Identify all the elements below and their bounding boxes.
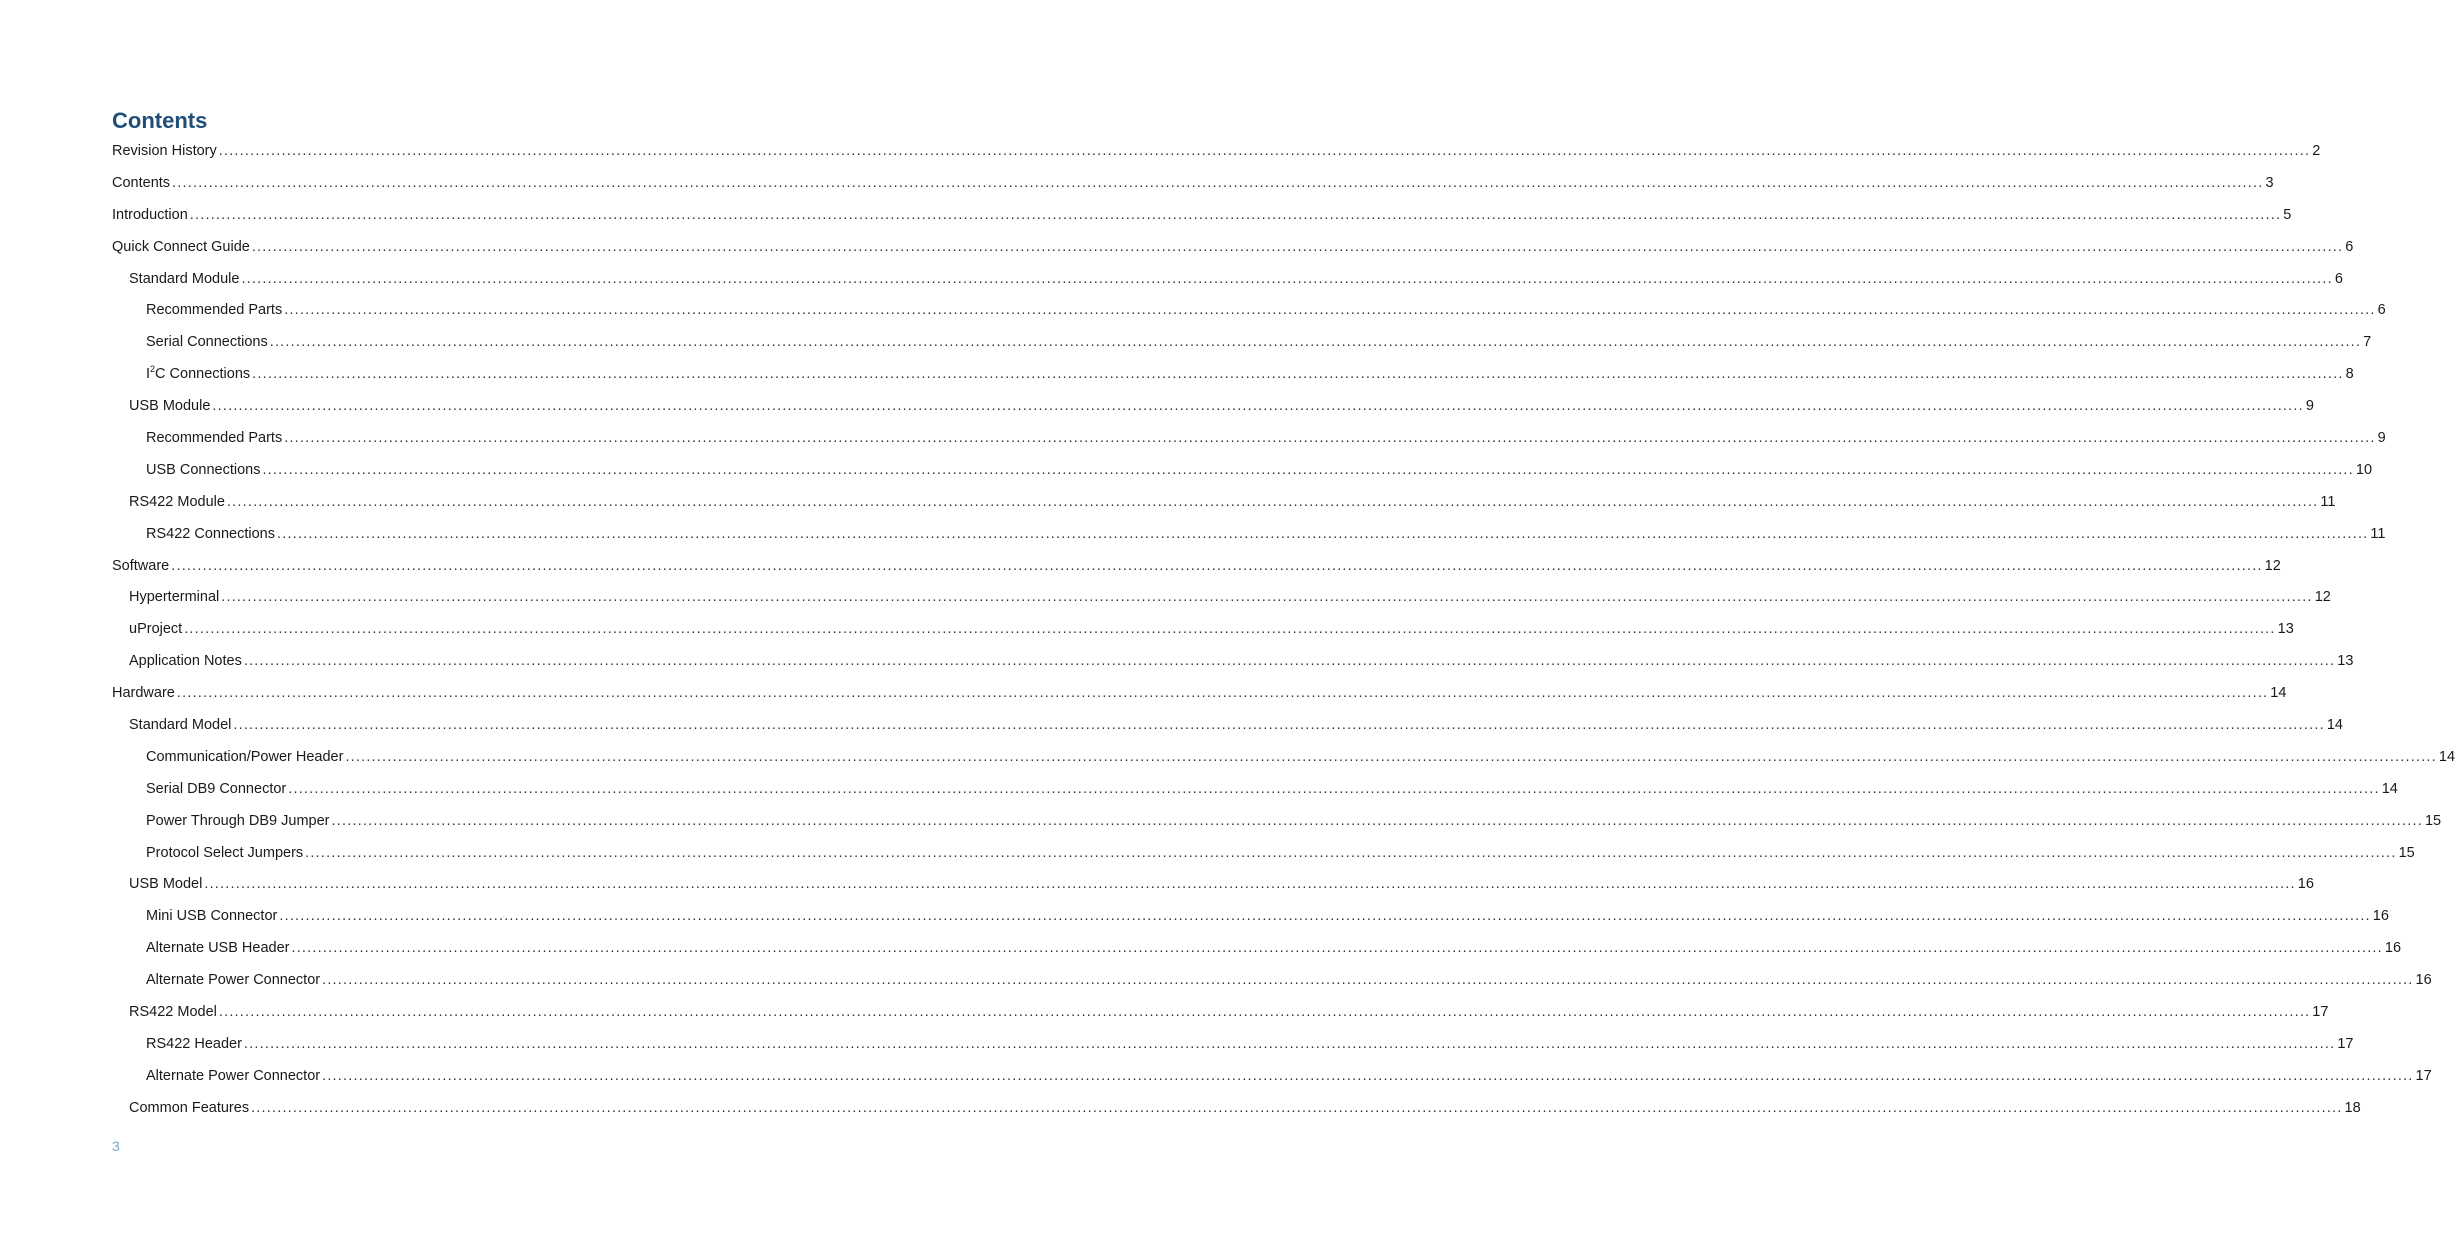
toc-entry[interactable] <box>112 269 2343 301</box>
toc-entry[interactable] <box>112 492 2336 524</box>
toc-entry-title: RS422 Header <box>146 1035 242 1052</box>
toc-entry[interactable] <box>112 683 2287 715</box>
toc-entry-title: Recommended Parts <box>146 430 283 447</box>
toc-entry-page: 13 <box>2337 653 2354 670</box>
toc-leader-dots: ................................................................................................................................................................................................................................................................................................................................................................................................................ <box>218 1004 2311 1021</box>
toc-entry-page: 10 <box>2355 461 2373 478</box>
toc-entry-page: 8 <box>2345 366 2354 383</box>
toc-leader-dots: ................................................................................................................................................................................................................................................................................................................................................................................................................ <box>262 461 2354 478</box>
toc-entry[interactable] <box>112 747 2455 779</box>
toc-leader-dots: ................................................................................................................................................................................................................................................................................................................................................................................................................ <box>172 174 2264 191</box>
toc-entry-page: 6 <box>2345 238 2354 255</box>
toc-entry-page: 16 <box>2372 908 2389 925</box>
toc-leader-dots: ................................................................................................................................................................................................................................................................................................................................................................................................................ <box>279 908 2371 925</box>
toc-entry-title: Power Through DB9 Jumper <box>146 812 330 829</box>
toc-entry-page: 17 <box>2312 1004 2329 1021</box>
toc-entry-title: USB Model <box>129 876 203 893</box>
toc-entry[interactable] <box>112 587 2331 619</box>
toc-entry[interactable] <box>112 843 2415 875</box>
toc-entry[interactable] <box>112 300 2386 332</box>
toc-leader-dots: ................................................................................................................................................................................................................................................................................................................................................................................................................ <box>252 366 2344 383</box>
toc-entry-title: USB Module <box>129 398 211 415</box>
toc-leader-dots: ................................................................................................................................................................................................................................................................................................................................................................................................................ <box>288 780 2380 797</box>
toc-entry-page: 12 <box>2314 589 2331 606</box>
toc-entry-page: 6 <box>2334 270 2343 287</box>
toc-entry-title <box>146 364 252 384</box>
toc-leader-dots: ................................................................................................................................................................................................................................................................................................................................................................................................................ <box>233 717 2325 734</box>
toc-entry-title: Protocol Select Jumpers <box>146 844 304 861</box>
toc-entry-title: RS422 Module <box>129 493 225 510</box>
toc-entry-title: RS422 Model <box>129 1004 217 1021</box>
toc-entry-title: Application Notes <box>129 653 242 670</box>
toc-entry-page: 5 <box>2283 206 2292 223</box>
toc-entry[interactable] <box>112 396 2314 428</box>
toc-entry-page: 2 <box>2312 143 2321 159</box>
toc-entry[interactable] <box>112 141 2321 173</box>
toc-entry-page: 16 <box>2384 940 2402 957</box>
toc-leader-dots: ................................................................................................................................................................................................................................................................................................................................................................................................................ <box>204 876 2296 893</box>
toc-entry-title: Alternate Power Connector <box>146 1067 321 1084</box>
toc-entry-title: RS422 Connections <box>146 525 275 542</box>
toc-entry[interactable] <box>112 524 2386 556</box>
toc-entry-page: 13 <box>2277 621 2294 638</box>
toc-entry-page: 14 <box>2326 717 2343 734</box>
toc-entry[interactable] <box>112 1002 2329 1034</box>
toc-leader-dots: ................................................................................................................................................................................................................................................................................................................................................................................................................ <box>243 1035 2336 1052</box>
toc-entry-page: 9 <box>2305 398 2314 415</box>
toc-leader-dots: ................................................................................................................................................................................................................................................................................................................................................................................................................ <box>284 302 2376 319</box>
toc-leader-dots: ................................................................................................................................................................................................................................................................................................................................................................................................................ <box>251 1099 2343 1116</box>
toc-entry-page: 3 <box>2265 174 2274 191</box>
toc-entry-page: 15 <box>2424 812 2442 829</box>
toc-entry-page: 16 <box>2297 876 2314 893</box>
toc-entry[interactable] <box>112 428 2386 460</box>
toc-entry[interactable] <box>112 811 2442 843</box>
toc-entry-page: 15 <box>2398 844 2415 861</box>
toc-entry[interactable] <box>112 1066 2432 1098</box>
toc-entry[interactable] <box>112 332 2372 364</box>
toc-entry-title: Mini USB Connector <box>146 908 278 925</box>
toc-entry-title: Contents <box>112 174 171 191</box>
toc-entry-title: Standard Module <box>129 270 240 287</box>
toc-entry-title: USB Connections <box>146 461 261 478</box>
toc-entry-page: 18 <box>2344 1099 2361 1116</box>
toc-entry[interactable] <box>112 1034 2354 1066</box>
toc-entry-page: 14 <box>2381 780 2398 797</box>
superscript: 2 <box>150 364 156 375</box>
toc-entry[interactable] <box>112 205 2292 237</box>
toc-entry[interactable] <box>112 364 2354 396</box>
toc-leader-dots: ................................................................................................................................................................................................................................................................................................................................................................................................................ <box>243 653 2336 670</box>
toc-leader-dots: ................................................................................................................................................................................................................................................................................................................................................................................................................ <box>345 748 2437 765</box>
toc-entry-title: Revision History <box>112 143 217 159</box>
toc-entry-title: Hardware <box>112 685 175 702</box>
toc-entry-title: Communication/Power Header <box>146 748 344 765</box>
toc-entry-title: Hyperterminal <box>129 589 220 606</box>
toc-entry[interactable] <box>112 173 2274 205</box>
toc-entry-title: Quick Connect Guide <box>112 238 250 255</box>
toc-leader-dots: ................................................................................................................................................................................................................................................................................................................................................................................................................ <box>189 206 2282 223</box>
toc-entry-page: 14 <box>2438 748 2455 765</box>
toc-title-text: I <box>146 366 151 383</box>
toc-entry-page: 16 <box>2415 972 2432 989</box>
toc-leader-dots: ................................................................................................................................................................................................................................................................................................................................................................................................................ <box>284 430 2376 447</box>
toc-entry[interactable] <box>112 1098 2361 1130</box>
toc-entry-title: Alternate USB Header <box>146 940 290 957</box>
toc-entry[interactable] <box>112 237 2354 269</box>
toc-leader-dots: ................................................................................................................................................................................................................................................................................................................................................................................................................ <box>171 557 2263 574</box>
toc-leader-dots: ................................................................................................................................................................................................................................................................................................................................................................................................................ <box>251 238 2344 255</box>
toc-entry[interactable] <box>112 715 2343 747</box>
toc-entry-page: 11 <box>2370 525 2386 542</box>
table-of-contents <box>112 141 2455 1130</box>
toc-entry-page: 9 <box>2377 430 2386 447</box>
toc-entry-title: Introduction <box>112 206 188 223</box>
toc-entry-title: Recommended Parts <box>146 302 283 319</box>
toc-entry-page: 12 <box>2264 557 2281 574</box>
toc-leader-dots: ................................................................................................................................................................................................................................................................................................................................................................................................................ <box>226 493 2319 510</box>
toc-entry-title: Alternate Power Connector <box>146 972 321 989</box>
toc-entry-page: 17 <box>2415 1067 2432 1084</box>
toc-leader-dots: ................................................................................................................................................................................................................................................................................................................................................................................................................ <box>291 940 2383 957</box>
toc-entry-page: 6 <box>2377 302 2386 319</box>
toc-entry[interactable] <box>112 556 2281 588</box>
toc-entry[interactable] <box>112 779 2398 811</box>
toc-entry-title: Standard Model <box>129 717 232 734</box>
toc-entry[interactable] <box>112 938 2402 970</box>
toc-leader-dots: ................................................................................................................................................................................................................................................................................................................................................................................................................ <box>221 589 2313 606</box>
toc-leader-dots: ................................................................................................................................................................................................................................................................................................................................................................................................................ <box>331 812 2423 829</box>
toc-leader-dots: ................................................................................................................................................................................................................................................................................................................................................................................................................ <box>184 621 2276 638</box>
toc-entry[interactable] <box>112 970 2432 1002</box>
toc-entry[interactable] <box>112 906 2389 938</box>
toc-leader-dots: ................................................................................................................................................................................................................................................................................................................................................................................................................ <box>176 685 2269 702</box>
toc-leader-dots: ................................................................................................................................................................................................................................................................................................................................................................................................................ <box>322 972 2414 989</box>
toc-entry[interactable] <box>112 874 2314 906</box>
toc-leader-dots: ................................................................................................................................................................................................................................................................................................................................................................................................................ <box>305 844 2397 861</box>
toc-entry-page: 17 <box>2337 1035 2354 1052</box>
toc-leader-dots: ................................................................................................................................................................................................................................................................................................................................................................................................................ <box>212 398 2304 415</box>
toc-title-text: C Connections <box>155 366 251 383</box>
toc-entry-title: uProject <box>129 621 183 638</box>
toc-entry-page: 11 <box>2320 493 2336 510</box>
toc-leader-dots: ................................................................................................................................................................................................................................................................................................................................................................................................................ <box>322 1067 2414 1084</box>
toc-entry-title: Serial Connections <box>146 334 268 351</box>
toc-entry-page: 14 <box>2270 685 2287 702</box>
toc-leader-dots: ................................................................................................................................................................................................................................................................................................................................................................................................................ <box>218 143 2311 159</box>
toc-leader-dots: ................................................................................................................................................................................................................................................................................................................................................................................................................ <box>276 525 2369 542</box>
page-title: Contents <box>112 108 208 133</box>
page-number: 3 <box>112 1138 120 1154</box>
toc-entry-title: Serial DB9 Connector <box>146 780 287 797</box>
toc-leader-dots: ................................................................................................................................................................................................................................................................................................................................................................................................................ <box>241 270 2333 287</box>
toc-entry[interactable] <box>112 619 2294 651</box>
toc-entry-page: 7 <box>2363 334 2372 351</box>
toc-leader-dots: ................................................................................................................................................................................................................................................................................................................................................................................................................ <box>269 334 2362 351</box>
toc-entry-title: Common Features <box>129 1099 250 1116</box>
toc-entry[interactable] <box>112 460 2373 492</box>
toc-entry[interactable] <box>112 651 2354 683</box>
toc-entry-title: Software <box>112 557 170 574</box>
